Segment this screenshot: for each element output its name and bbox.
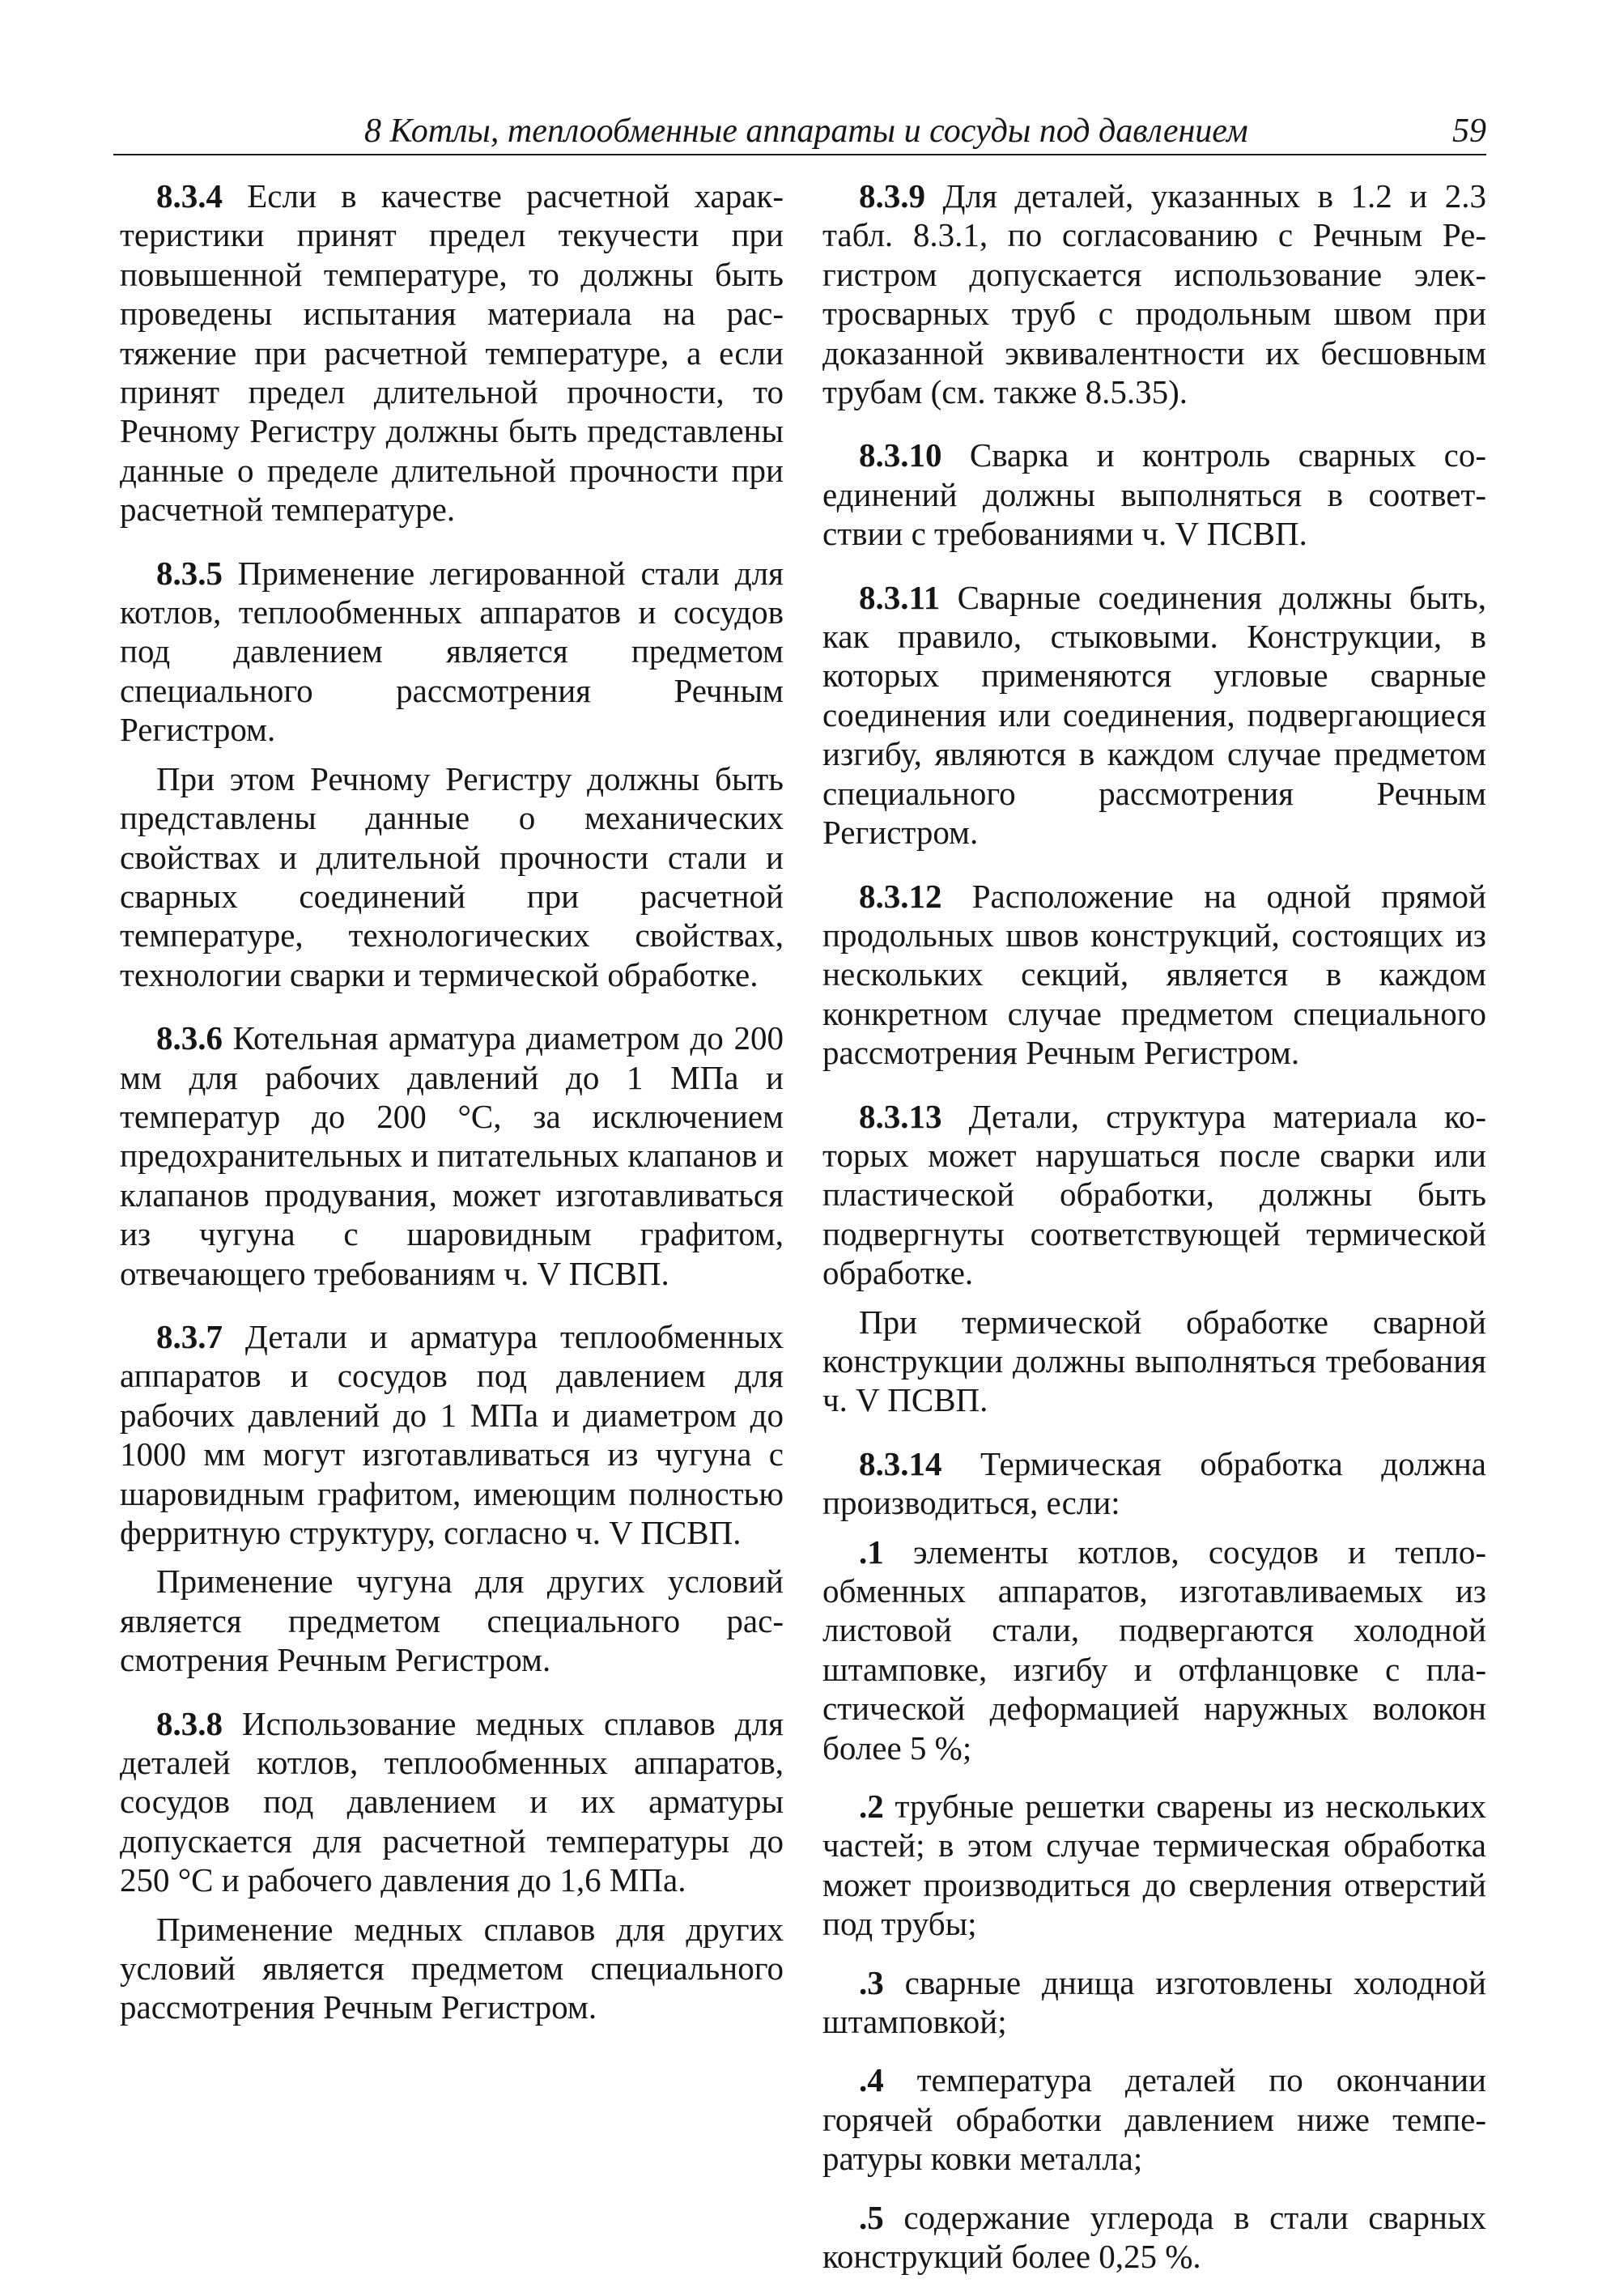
paragraph-8-3-7-continued: Применение чугуна для других условий является предметом специального рассмотрения Речным Регистром. — [120, 1563, 784, 1679]
paragraph-8-3-8: 8.3.8 Использование медных сплавов для деталей котлов, теплообменных аппаратов, сосудов под давлением и их арматуры допускается для расчетной температуры до 250 °С и рабочего давления до 1,6 МПа. — [120, 1704, 784, 1899]
paragraph-8-3-9: 8.3.9 Для деталей, указанных в 1.2 и 2.3 табл. 8.3.1, по согласованию с Речным Регистром допускается использование электросварных труб с продольным швом при доказанной эквивалентности их бесшовным трубам (см. также 8.5.35). — [822, 177, 1486, 411]
paragraph-8-3-13-continued: При термической обработке сварной конструкции должны выполняться требования ч. V ПСВП. — [822, 1303, 1486, 1419]
paragraph-8-3-5-continued: При этом Речному Регистру должны быть представлены данные о механических свойствах и длительной прочности стали и сварных соединений при расчетной температуре, технологических свойствах, технологии сварки и термической обработке. — [120, 759, 784, 993]
list-item-4: .4 температура деталей по окончании горячей обработки давлением ниже температуры ковки металла; — [822, 2061, 1486, 2178]
running-header — [113, 112, 1486, 155]
left-column — [120, 176, 784, 2052]
paragraph-8-3-8-continued: Применение медных сплавов для других условий является предметом специального рассмотрения Речным Регистром. — [120, 1910, 784, 2026]
list-item-5: .5 содержание углерода в стали сварных конструкций более 0,25 %. — [822, 2198, 1486, 2276]
page-number: 59 — [1452, 113, 1486, 150]
chapter-title: 8 Котлы, теплообменные аппараты и сосуды под давлением — [364, 113, 1248, 150]
list-item-2: .2 трубные решетки сварены из нескольких частей; в этом случае термическая обработка может производиться до сверления отверстий под трубы; — [822, 1788, 1486, 1943]
paragraph-8-3-6: 8.3.6 Котельная арматура диаметром до 200 мм для рабочих давлений до 1 МПа и температур до 200 °С, за исключением предохранительных и питательных клапанов и клапанов продувания, может изготавливаться из чугуна с шаровидным графитом, отвечающего требованиям ч. V ПСВП. — [120, 1019, 784, 1292]
paragraph-8-3-4: 8.3.4 Если в качестве расчетной характеристики принят предел текучести при повышенной температуре, то должны быть проведены испытания материала на растяжение при расчетной температуре, а если принят предел длительной прочности, то Речному Регистру должны быть представлены данные о пределе длительной прочности при расчетной температуре. — [120, 177, 784, 529]
list-item-1: .1 элементы котлов, сосудов и теплообменных аппаратов, изготавливаемых из листовой стали, подвергаются холодной штамповке, изгибу и отфланцовке с пластической деформацией наружных волокон более 5 %; — [822, 1533, 1486, 1767]
paragraph-8-3-12: 8.3.12 Расположение на одной прямой продольных швов конструкций, состоящих из нескольких секций, является в каждом конкретном случае предметом специального рассмотрения Речным Регистром. — [822, 877, 1486, 1072]
paragraph-8-3-7: 8.3.7 Детали и арматура теплообменных аппаратов и сосудов под давлением для рабочих давлений до 1 МПа и диаметром до 1000 мм могут изготавливаться из чугуна с шаровидным графитом, имеющим полностью ферритную структуру, согласно ч. V ПСВП. — [120, 1317, 784, 1551]
right-column — [822, 176, 1486, 2296]
paragraph-8-3-11: 8.3.11 Сварные соединения должны быть, как правило, стыковыми. Конструкции, в которых применяются угловые сварные соединения или соединения, подвергающиеся изгибу, являются в каждом случае предметом специального рассмотрения Речным Регистром. — [822, 578, 1486, 852]
paragraph-8-3-14: 8.3.14 Термическая обработка должна производиться, если: — [822, 1444, 1486, 1522]
paragraph-8-3-10: 8.3.10 Сварка и контроль сварных соединений должны выполняться в соответствии с требованиями ч. V ПСВП. — [822, 436, 1486, 553]
paragraph-8-3-13: 8.3.13 Детали, структура материала которых может нарушаться после сварки или пластической обработки, должны быть подвергнуты соответствующей термической обработке. — [822, 1097, 1486, 1292]
list-item-3: .3 сварные днища изготовлены холодной штамповкой; — [822, 1963, 1486, 2041]
paragraph-8-3-5: 8.3.5 Применение легированной стали для котлов, теплообменных аппаратов и сосудов под давлением является предметом специального рассмотрения Речным Регистром. — [120, 554, 784, 749]
